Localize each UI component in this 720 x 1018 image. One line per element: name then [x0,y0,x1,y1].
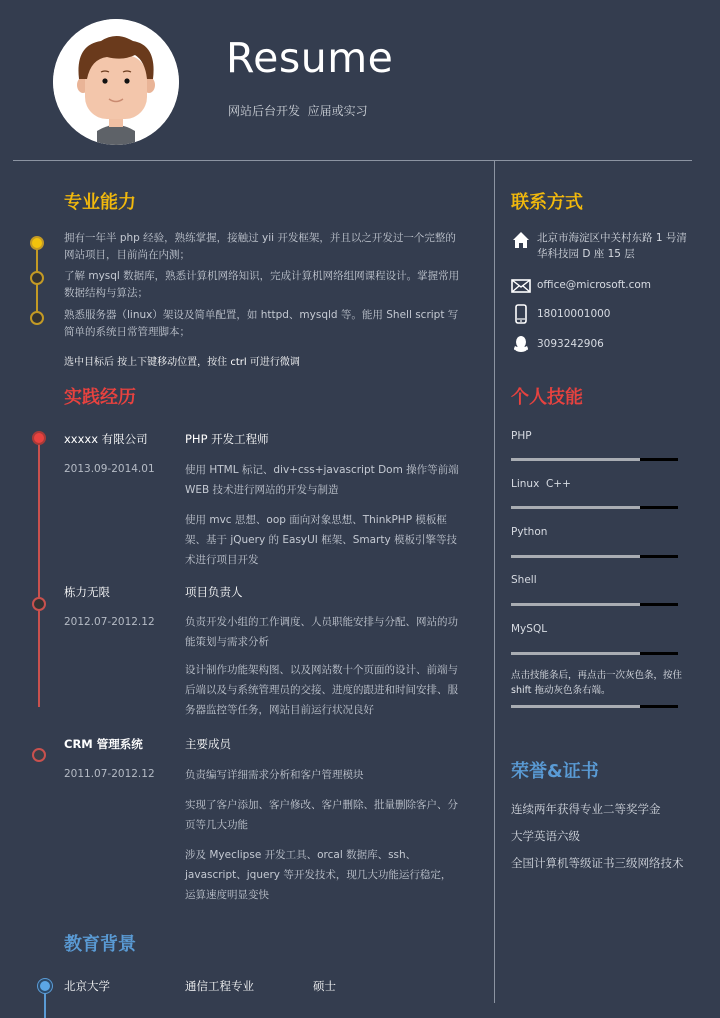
honor-item: 连续两年获得专业二等奖学金 [511,802,661,816]
edit-hint: 选中目标后 按上下键移动位置，按住 ctrl 可进行微调 [64,357,300,368]
experience-desc: 负责编写详细需求分析和客户管理模块 [185,769,364,781]
skill-label: MySQL [511,623,548,635]
timeline-node-active [32,431,46,445]
skill-bar-fill[interactable] [511,458,640,461]
contact-email-text: office@microsoft.com [537,279,652,291]
page-title: Resume [226,34,394,82]
skill-edit-hint: 点击技能条后，再点击一次灰色条，按住 shift 拖动灰色条右端。 [511,670,683,696]
contact-qq [511,333,604,355]
home-icon [511,230,531,250]
timeline-node-active [38,979,52,993]
experience-date: 2011.07-2012.12 [64,768,155,780]
section-title-contact: 联系方式 [511,192,583,213]
section-title-experience: 实践经历 [64,387,136,408]
education-major: 通信工程专业 [185,979,254,993]
contact-address-text: 北京市海淀区中关村东路 1 号清华科技园 D 座 15 层 [537,232,687,260]
header-divider [13,160,692,161]
timeline-node [32,597,46,611]
experience-desc: 涉及 Myeclipse 开发工具、orcal 数据库、ssh、javascript、jquery 等开发技术，现几大功能运行稳定，运算速度明显变快 [185,849,452,901]
skill-item: 了解 mysql 数据库，熟悉计算机网络知识，完成计算机网络组网课程设计。掌握常用数据结构与算法； [64,270,460,299]
contact-qq-text: 3093242906 [537,338,604,350]
education-school: 北京大学 [64,979,110,993]
contact-phone-text: 18010001000 [537,308,611,320]
experience-desc: 实现了客户添加、客户修改、客户删除、批量删除客户、分页等几大功能 [185,799,458,831]
mail-icon [511,276,531,296]
skill-bar-fill[interactable] [511,555,640,558]
section-title-education: 教育背景 [64,934,136,955]
timeline-node-active [30,236,44,250]
honor-item: 全国计算机等级证书三级网络技术 [511,856,684,870]
experience-role: PHP 开发工程师 [185,432,269,446]
skill-bar-extra[interactable] [511,705,678,708]
skill-bar-fill[interactable] [511,705,640,708]
experience-company: 栋力无限 [64,585,110,599]
experience-company: CRM 管理系统 [64,737,143,751]
timeline-node [30,271,44,285]
skill-bar-fill[interactable] [511,603,640,606]
experience-timeline-line [38,444,40,707]
skill-bar-shell[interactable] [511,603,678,606]
page-subtitle: 网站后台开发 应届或实习 [228,104,368,118]
experience-desc: 使用 mvc 思想、oop 面向对象思想、ThinkPHP 模板框架、基于 jQuery 的 EasyUI 框架、Smarty 模板引擎等技术进行项目开发 [185,514,458,566]
experience-desc: 使用 HTML 标记、div+css+javascript Dom 操作等前端 WEB 技术进行网站的开发与制造 [185,464,459,496]
contact-address [511,230,689,262]
experience-desc: 设计制作功能架构图、以及网站数十个页面的设计、前端与后端以及与系统管理员的交接、进度的跟进和时间安排、服务器监控等任务，网站目前运行状况良好 [185,664,458,716]
education-timeline-line [44,990,46,1018]
education-degree: 硕士 [313,979,336,993]
avatar [53,19,179,145]
skill-label: Shell [511,574,537,586]
column-divider [494,160,495,1003]
skill-bar-fill[interactable] [511,506,640,509]
skill-item: 拥有一年半 php 经验，熟练掌握，接触过 yii 开发框架，并且以之开发过一个完整的网站项目，目前尚在内测； [64,232,456,261]
contact-email [511,276,651,296]
skill-bar-php[interactable] [511,458,678,461]
avatar-illustration [53,19,179,145]
honor-item: 大学英语六级 [511,829,580,843]
timeline-node [32,748,46,762]
experience-date: 2012.07-2012.12 [64,616,155,628]
section-title-personal-skills: 个人技能 [511,387,583,408]
section-title-honors: 荣誉&证书 [511,761,599,782]
skill-label: Python [511,526,548,538]
skill-bar-linux-cpp[interactable] [511,506,678,509]
contact-phone [511,303,611,325]
experience-date: 2013.09-2014.01 [64,463,155,475]
skill-label: Linux C++ [511,478,571,490]
experience-company: xxxxx 有限公司 [64,432,148,446]
skill-bar-fill[interactable] [511,652,640,655]
skill-bar-python[interactable] [511,555,678,558]
section-title-professional-skills: 专业能力 [64,192,136,213]
experience-role: 主要成员 [185,737,231,751]
skill-item: 熟悉服务器（linux）架设及简单配置，如 httpd、mysqld 等。能用 Shell script 写简单的系统日常管理脚本； [64,309,459,338]
experience-role: 项目负责人 [185,585,243,599]
timeline-node [30,311,44,325]
phone-icon [511,303,531,325]
skill-bar-mysql[interactable] [511,652,678,655]
skill-label: PHP [511,430,532,442]
experience-desc: 负责开发小组的工作调度、人员职能安排与分配、网站的功能策划与需求分析 [185,616,458,648]
qq-icon [511,333,531,355]
